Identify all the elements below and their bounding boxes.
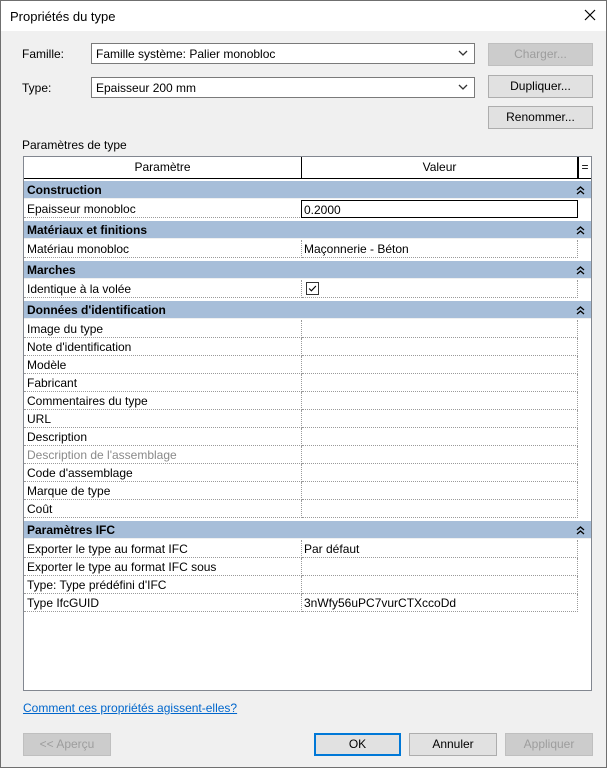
table-row: [24, 428, 591, 446]
famille-label: Famille:: [22, 47, 65, 61]
ok-button[interactable]: OK: [314, 733, 401, 756]
param-name: Commentaires du type: [24, 392, 302, 410]
param-name: Coût: [24, 500, 302, 518]
grid-header: [24, 157, 591, 179]
window-title: Propriétés du type: [10, 9, 116, 24]
column-header-valeur[interactable]: Valeur: [301, 157, 578, 178]
param-name: Code d'assemblage: [24, 464, 302, 482]
type-select[interactable]: [91, 77, 475, 98]
collapse-icon[interactable]: [576, 265, 585, 275]
group-header-identification[interactable]: [24, 301, 591, 319]
group-header-materiaux[interactable]: [24, 221, 591, 239]
chevron-down-icon: [458, 84, 468, 91]
type-label: Type:: [22, 81, 52, 95]
param-value[interactable]: [302, 576, 578, 594]
table-row: [24, 558, 591, 576]
famille-value: Famille système: Palier monobloc: [96, 47, 276, 61]
table-row: [24, 540, 591, 558]
param-name: Marque de type: [24, 482, 302, 500]
chevron-down-icon: [458, 50, 468, 57]
table-row: [24, 374, 591, 392]
close-icon[interactable]: [582, 7, 598, 23]
param-value[interactable]: [302, 482, 578, 500]
renommer-button[interactable]: Renommer...: [488, 106, 593, 129]
table-row: [24, 392, 591, 410]
collapse-icon[interactable]: [576, 525, 585, 535]
param-name: Exporter le type au format IFC sous: [24, 558, 302, 576]
param-name: Modèle: [24, 356, 302, 374]
param-value: [302, 280, 578, 298]
famille-select[interactable]: [91, 43, 475, 64]
help-link[interactable]: Comment ces propriétés agissent-elles?: [23, 701, 238, 715]
appliquer-button[interactable]: Appliquer: [505, 733, 593, 756]
param-name: Image du type: [24, 320, 302, 338]
table-row: [24, 576, 591, 594]
table-row: [24, 240, 591, 258]
param-name: Exporter le type au format IFC: [24, 540, 302, 558]
param-value[interactable]: 3nWfy56uPC7vurCTXccoDd: [302, 594, 578, 612]
param-value[interactable]: [302, 338, 578, 356]
param-name: Description: [24, 428, 302, 446]
group-title: Matériaux et finitions: [27, 223, 148, 237]
table-row: [24, 356, 591, 374]
table-row: [24, 482, 591, 500]
param-value[interactable]: [302, 464, 578, 482]
type-value: Epaisseur 200 mm: [96, 81, 197, 95]
group-title: Construction: [27, 183, 102, 197]
param-value[interactable]: [302, 500, 578, 518]
checkbox-checked-icon[interactable]: [306, 282, 319, 295]
collapse-icon[interactable]: [576, 225, 585, 235]
dupliquer-button[interactable]: Dupliquer...: [488, 75, 593, 98]
table-row: [24, 320, 591, 338]
param-name: Type IfcGUID: [24, 594, 302, 612]
charger-button[interactable]: Charger...: [488, 43, 593, 66]
annuler-button[interactable]: Annuler: [409, 733, 497, 756]
param-value[interactable]: [302, 374, 578, 392]
table-row: [24, 464, 591, 482]
parameters-grid: [23, 156, 592, 691]
table-row: [24, 338, 591, 356]
param-name: Epaisseur monobloc: [24, 200, 302, 218]
group-title: Paramètres IFC: [27, 523, 116, 537]
epaisseur-input[interactable]: 0.2000: [301, 200, 578, 218]
collapse-icon[interactable]: [576, 185, 585, 195]
param-value[interactable]: Maçonnerie - Béton: [302, 240, 578, 258]
apercu-button[interactable]: << Aperçu: [23, 733, 111, 756]
param-value[interactable]: [302, 558, 578, 576]
group-header-construction[interactable]: [24, 181, 591, 199]
table-row: [24, 200, 591, 218]
type-parameters-label: Paramètres de type: [22, 138, 127, 152]
column-header-parametre[interactable]: Paramètre: [24, 157, 302, 178]
param-value[interactable]: [302, 356, 578, 374]
param-name: Matériau monobloc: [24, 240, 302, 258]
param-name: Fabricant: [24, 374, 302, 392]
table-row: [24, 500, 591, 518]
group-title: Données d'identification: [27, 303, 166, 317]
column-header-formula[interactable]: =: [578, 157, 591, 178]
title-bar: [1, 1, 606, 31]
param-name: Description de l'assemblage: [24, 446, 302, 464]
param-name: Note d'identification: [24, 338, 302, 356]
param-name: Identique à la volée: [24, 280, 302, 298]
param-name: Type: Type prédéfini d'IFC: [24, 576, 302, 594]
table-row: [24, 280, 591, 298]
collapse-icon[interactable]: [576, 305, 585, 315]
group-header-ifc[interactable]: [24, 521, 591, 539]
param-name: URL: [24, 410, 302, 428]
param-value: [302, 446, 578, 464]
param-value[interactable]: [302, 428, 578, 446]
param-value[interactable]: Par défaut: [302, 540, 578, 558]
param-value[interactable]: [302, 392, 578, 410]
table-row: [24, 410, 591, 428]
param-value[interactable]: [302, 320, 578, 338]
table-row: [24, 446, 591, 464]
param-value[interactable]: [302, 410, 578, 428]
table-row: [24, 594, 591, 612]
group-header-marches[interactable]: [24, 261, 591, 279]
group-title: Marches: [27, 263, 76, 277]
